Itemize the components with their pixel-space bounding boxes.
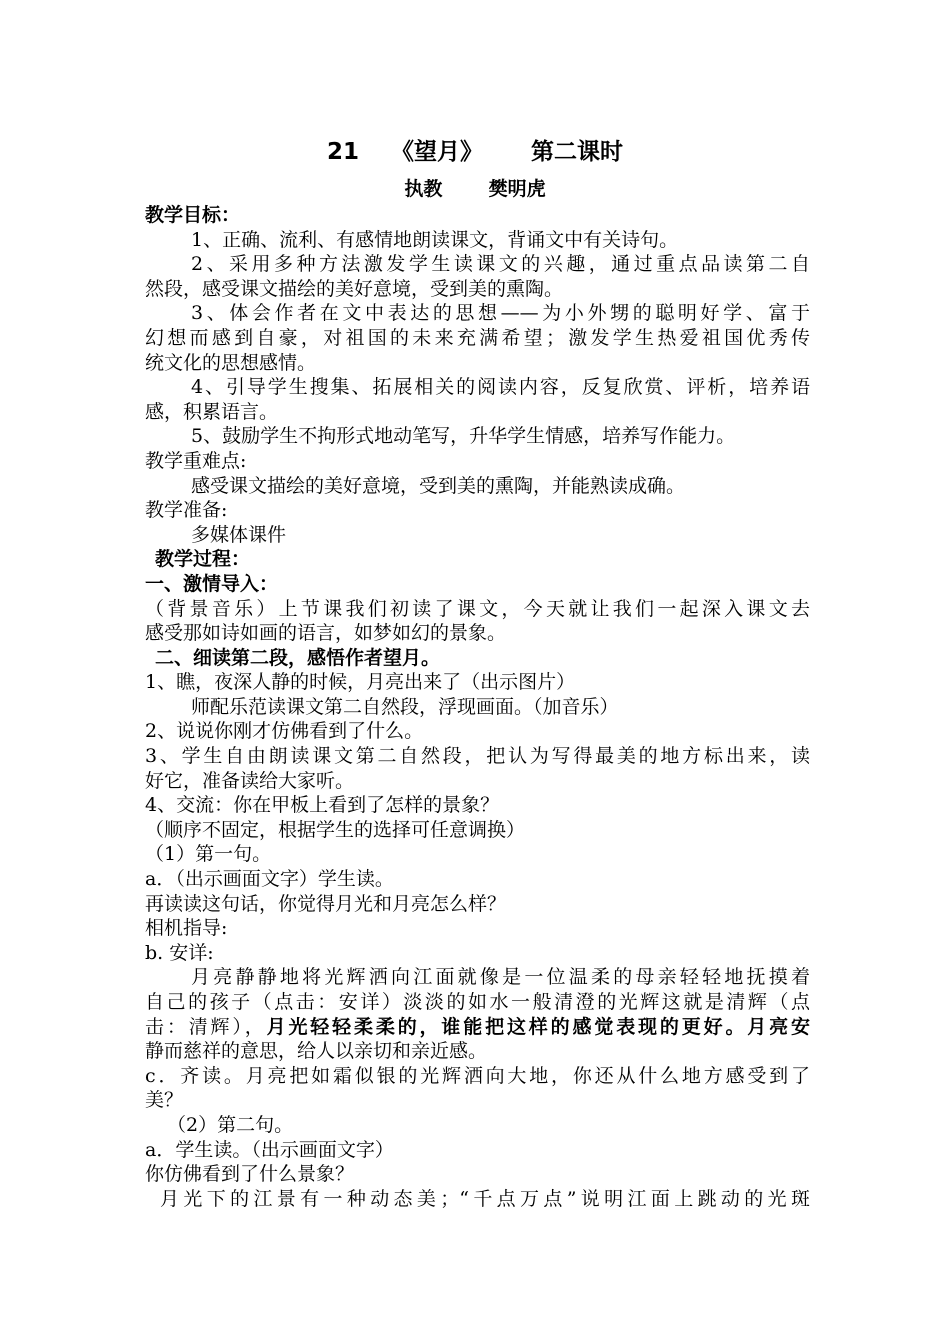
paragraph-line: 然段，感受课文描绘的美好意境，受到美的熏陶。 xyxy=(145,277,564,300)
paragraph-line: 统文化的思想感情。 xyxy=(145,351,317,374)
inline-text: 月光轻轻柔柔的，谁能把这样的感觉表现的更好。月亮安 xyxy=(266,1015,810,1038)
paragraph-line: c．齐读。月亮把如霜似银的光辉洒向大地，你还从什么地方感受到了 xyxy=(145,1064,810,1087)
paragraph-line: 你仿佛看到了什么景象？ xyxy=(145,1163,355,1186)
paragraph-line: 1、瞧，夜深人静的时候，月亮出来了（出示图片） xyxy=(145,671,576,694)
paragraph-line: 月亮静静地将光辉洒向江面就像是一位温柔的母亲轻轻地抚摸着 xyxy=(191,966,810,989)
paragraph-line: （2）第二句。 xyxy=(167,1113,294,1136)
paragraph-line: 5、鼓励学生不拘形式地动笔写，升华学生情感，培养写作能力。 xyxy=(191,425,736,448)
section-heading-process: 教学过程： xyxy=(155,548,251,571)
section-heading-goals: 教学目标： xyxy=(145,204,241,226)
paragraph-line: 再读读这句话，你觉得月光和月亮怎么样？ xyxy=(145,892,507,915)
paragraph-line: a．学生读。（出示画面文字） xyxy=(145,1138,394,1161)
paragraph-line: 4、交流：你在甲板上看到了怎样的景象？ xyxy=(145,794,500,817)
paragraph-line: 幻想而感到自豪，对祖国的未来充满希望；激发学生热爱祖国优秀传 xyxy=(145,326,810,349)
section-heading-key-points: 教学重难点: xyxy=(145,449,247,472)
paragraph-line: 感，积累语言。 xyxy=(145,400,279,423)
paragraph-line: 感受课文描绘的美好意境，受到美的熏陶，并能熟读成确。 xyxy=(191,474,686,497)
paragraph-line: 4、引导学生搜集、拓展相关的阅读内容，反复欣赏、评析，培养语 xyxy=(191,376,810,399)
paragraph-line: （顺序不固定，根据学生的选择可任意调换） xyxy=(145,818,526,841)
paragraph-line: b. 安详: xyxy=(145,941,214,964)
document-title: 21 《望月》 第二课时 xyxy=(326,139,624,165)
paragraph-line: （1）第一句。 xyxy=(145,843,272,866)
document-subtitle: 执教 樊明虎 xyxy=(404,178,546,200)
paragraph-line: 静而慈祥的意思，给人以亲切和亲近感。 xyxy=(145,1040,488,1063)
section-heading-preparation: 教学准备: xyxy=(145,499,228,522)
paragraph-line: 3、学生自由朗读课文第二自然段，把认为写得最美的地方标出来，读 xyxy=(145,745,810,768)
paragraph-line: 相机指导: xyxy=(145,917,228,940)
paragraph-line: 3、体会作者在文中表达的思想——为小外甥的聪明好学、富于 xyxy=(191,302,810,325)
paragraph-line: a．（出示画面文字）学生读。 xyxy=(145,868,394,891)
paragraph-line: 多媒体课件 xyxy=(191,523,287,546)
paragraph-line: 1、正确、流利、有感情地朗读课文，背诵文中有关诗句。 xyxy=(191,228,679,251)
section-heading-reading: 二、细读第二段，感悟作者望月。 xyxy=(155,646,441,669)
paragraph-line: （背景音乐）上节课我们初读了课文，今天就让我们一起深入课文去 xyxy=(145,597,810,620)
paragraph-line: 好它，准备读给大家听。 xyxy=(145,769,355,792)
paragraph-line xyxy=(145,1015,810,1040)
paragraph-line: 自己的孩子（点击：安详）淡淡的如水一般清澄的光辉这就是清辉（点 xyxy=(145,991,810,1013)
paragraph-line: 师配乐范读课文第二自然段，浮现画面。（加音乐） xyxy=(191,695,619,718)
paragraph-line: 2、采用多种方法激发学生读课文的兴趣，通过重点品读第二自 xyxy=(191,253,810,276)
inline-text: 击：清辉）， xyxy=(145,1015,267,1038)
document-body xyxy=(145,203,810,1211)
paragraph-line: 月光下的江景有一种动态美；“千点万点”说明江面上跳动的光斑 xyxy=(160,1187,810,1210)
paragraph-line: 美？ xyxy=(145,1089,184,1112)
section-heading-intro: 一、激情导入： xyxy=(145,572,279,595)
paragraph-line: 感受那如诗如画的语言，如梦如幻的景象。 xyxy=(145,622,507,645)
paragraph-line: 2、说说你刚才仿佛看到了什么。 xyxy=(145,720,424,743)
